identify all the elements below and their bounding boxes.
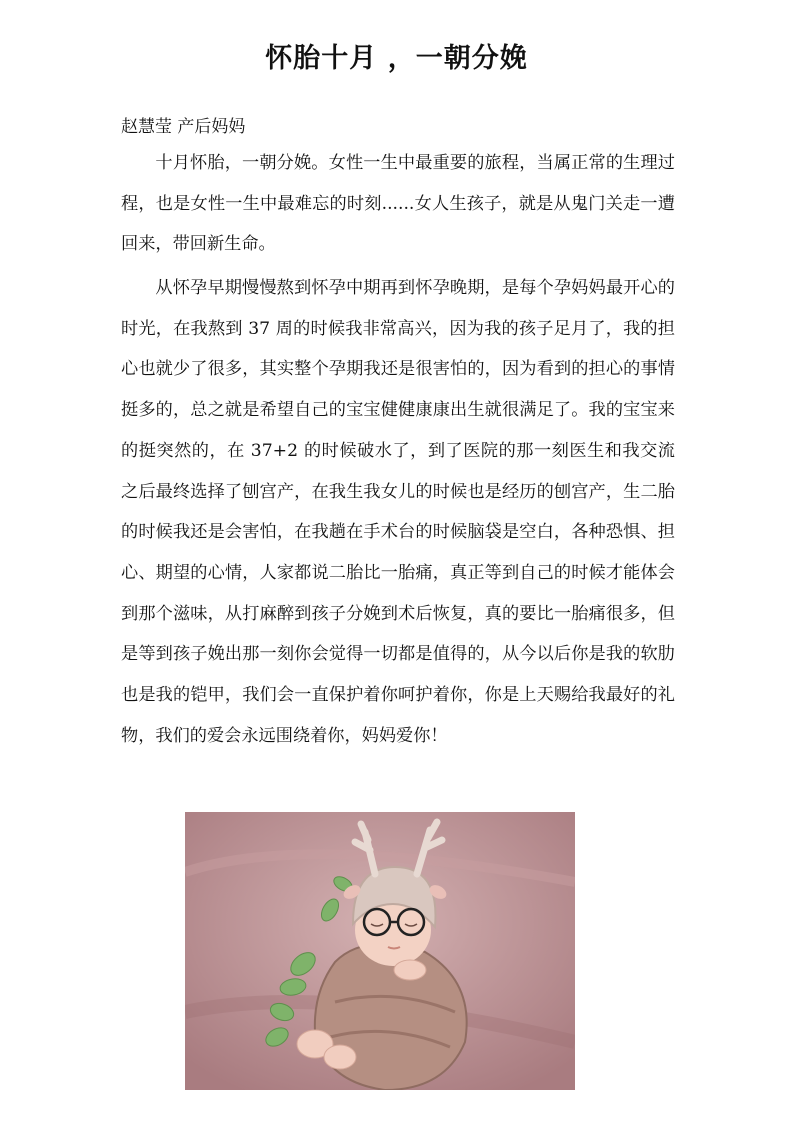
paragraph-story: 从怀孕早期慢慢熬到怀孕中期再到怀孕晚期，是每个孕妈妈最开心的时光，在我熬到 37 周的时候我非常高兴，因为我的孩子足月了，我的担心也就少了很多，其实整个孕期我还是很害怕的，因为看到的担心的事情挺多的，总之就是希望自己的宝宝健健康康出生就很满足了。我的宝宝来的挺突然的，在 37+2 的时候破水了，到了医院的那一刻医生和我交流之后最终选择了刨宫产，在我生我女儿的时候也是经历的刨宫产，生二胎的时候我还是会害怕，在我趟在手术台的时候脑袋是空白，各种恐惧、担心、期望的心情，人家都说二胎比一胎痛，真正等到自己的时候才能体会到那个滋味，从打麻醉到孩子分娩到术后恢复，真的要比一胎痛很多，但是等到孩子娩出那一刻你会觉得一切都是值得的，从今以后你是我的软肋也是我的铠甲，我们会一直保护着你呵护着你，你是上天赐给我最好的礼物，我们的爱会永远围绕着你，妈妈爱你！ [121,278,675,746]
page-title: 怀胎十月 ，一朝分娩 [265,43,528,74]
newborn-illustration [185,812,575,1090]
author-line: 赵慧莹 产后妈妈 [121,117,246,137]
newborn-photo [185,812,575,1090]
paragraph-intro: 十月怀胎，一朝分娩。女性一生中最重要的旅程，当属正常的生理过程，也是女性一生中最难忘的时刻......女人生孩子，就是从鬼门关走一遭回来，带回新生命。 [121,153,675,255]
